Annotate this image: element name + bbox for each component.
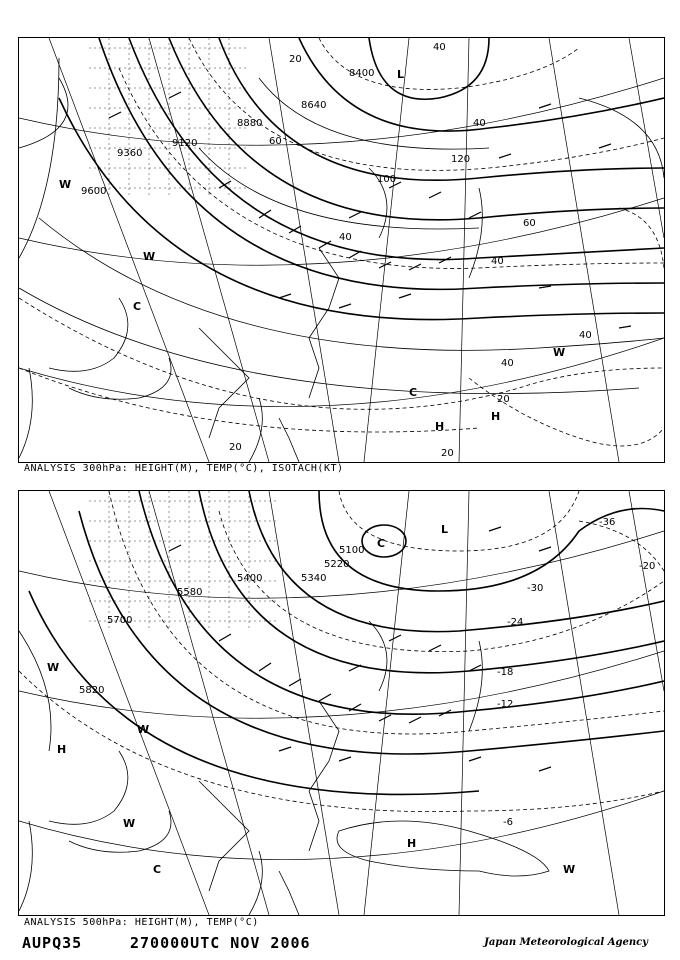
isotherm-contours — [19, 491, 664, 812]
low-center-symbol: L — [441, 523, 449, 536]
isotach-label: 40 — [579, 330, 592, 341]
height-label: 8880 — [237, 118, 263, 129]
isotherm-label: -6 — [503, 817, 513, 828]
station-plots — [169, 527, 551, 771]
graticule — [19, 38, 664, 462]
isotherm-label: -18 — [497, 667, 514, 678]
high-center-symbol: H — [491, 410, 501, 423]
warm-symbol: W — [553, 346, 566, 359]
low-center-symbol: L — [397, 68, 405, 81]
cold-symbol: C — [377, 537, 386, 550]
height-label: 9360 — [117, 148, 143, 159]
warm-symbol: W — [137, 723, 150, 736]
warm-symbol: W — [563, 863, 576, 876]
cold-symbol: C — [409, 386, 418, 399]
isotherm-label: -20 — [639, 561, 656, 572]
high-center-symbol: H — [435, 420, 445, 433]
map-500hpa-svg — [19, 491, 664, 915]
height-labels — [81, 68, 374, 197]
isotach-label: 20 — [497, 394, 510, 405]
height-label: 8400 — [349, 68, 375, 79]
coastline — [19, 168, 482, 462]
height-label: 5220 — [324, 559, 350, 570]
high-outline — [19, 631, 549, 876]
valid-time: 270000UTC NOV 2006 — [130, 934, 311, 952]
cold-symbol: C — [153, 863, 162, 876]
isotach-label: 100 — [377, 174, 397, 185]
isotach-label: 60 — [269, 136, 282, 147]
warm-symbol: W — [59, 178, 72, 191]
isotach-label: 40 — [491, 256, 504, 267]
map-300hpa-svg — [19, 38, 664, 462]
caption-300hpa: ANALYSIS 300hPa: HEIGHT(M), TEMP(°C), ISOTACH(KT) — [24, 463, 344, 474]
warm-symbol: W — [143, 250, 156, 263]
chart-id: AUPQ35 — [22, 934, 83, 952]
agency-name: Japan Meteorological Agency — [484, 937, 648, 948]
isotherm-label: -30 — [527, 583, 544, 594]
warm-symbol: W — [47, 661, 60, 674]
height-label: 8640 — [301, 100, 327, 111]
height-label: 5580 — [177, 587, 203, 598]
height-contours — [59, 38, 664, 320]
height-labels — [79, 545, 364, 696]
analysis-500hpa-map — [18, 490, 665, 916]
caption-500hpa: ANALYSIS 500hPa: HEIGHT(M), TEMP(°C) — [24, 917, 259, 928]
height-label: 5700 — [107, 615, 133, 626]
station-plots — [109, 92, 631, 328]
high-center-symbol: H — [57, 743, 67, 756]
isotach-label: 20 — [441, 448, 454, 459]
analysis-300hpa-map — [18, 37, 665, 463]
isotherm-label: -36 — [599, 517, 616, 528]
isotherm-label: -12 — [497, 699, 514, 710]
height-contours — [29, 491, 664, 794]
height-label: 9600 — [81, 186, 107, 197]
height-label: 5400 — [237, 573, 263, 584]
warm-symbol: W — [123, 817, 136, 830]
isotach-label: 20 — [289, 54, 302, 65]
cold-symbol: C — [133, 300, 142, 313]
isotach-label: 40 — [501, 358, 514, 369]
hatch-region — [89, 491, 279, 631]
isotach-label: 40 — [473, 118, 486, 129]
isotherm-labels — [497, 517, 655, 828]
high-center-symbol: H — [407, 837, 417, 850]
height-label: 9120 — [172, 138, 198, 149]
isotach-label: 40 — [339, 232, 352, 243]
isotach-label: 120 — [451, 154, 471, 165]
height-label: 5100 — [339, 545, 365, 556]
isotherm-label: -24 — [507, 617, 524, 628]
height-label: 5820 — [79, 685, 105, 696]
isotach-label: 60 — [523, 218, 536, 229]
isotach-label: 20 — [229, 442, 242, 453]
height-label: 5340 — [301, 573, 327, 584]
coastline — [19, 621, 482, 915]
isotach-label: 40 — [433, 42, 446, 53]
